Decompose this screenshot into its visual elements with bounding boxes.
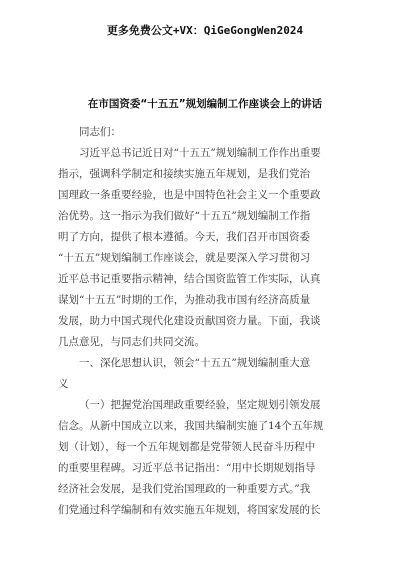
paragraph-line: 们党通过科学编制和有效实施五年规划，将国家发展的长 bbox=[58, 504, 321, 516]
paragraph-line: 谋划“十五五”时期的工作，为推动我市国有经济高质量 bbox=[58, 294, 311, 306]
document-body bbox=[58, 122, 352, 521]
header-banner: 更多免费公文+VX：QiGeGongWen2024 bbox=[106, 24, 304, 37]
subsection-heading: （一）把握党治国理政重要经验，坚定规划引领发展 bbox=[79, 399, 321, 411]
paragraph-line: 经济社会发展，是我们党治国理政的一种重要方式。”我 bbox=[58, 483, 311, 495]
section-heading-cont: 义 bbox=[58, 378, 69, 390]
section-heading: 一、深化思想认识，领会“十五五”规划编制重大意 bbox=[79, 357, 311, 369]
paragraph-line: 习近平总书记近日对“十五五”规划编制工作作出重要 bbox=[79, 147, 321, 159]
paragraph-line: 近平总书记重要指示精神，结合国资监管工作实际，认真 bbox=[58, 273, 321, 285]
paragraph-line: 信念。从新中国成立以来，我国共编制实施了14个五年规 bbox=[58, 420, 324, 432]
paragraph-line: 划（计划），每一个五年规划都是党带领人民奋斗历程中 bbox=[58, 441, 316, 453]
paragraph-line: 明了方向，提供了根本遵循。今天，我们召开市国资委 bbox=[58, 231, 310, 243]
document-title: 在市国资委“十五五”规划编制工作座谈会上的讲话 bbox=[87, 98, 323, 110]
paragraph-line: 的重要里程碑。习近平总书记指出：“用中长期规划指导 bbox=[58, 462, 316, 474]
paragraph-line: “十五五”规划编制工作座谈会，就是要深入学习贯彻习 bbox=[58, 252, 311, 264]
paragraph-line: 治优势。这一指示为我们做好“十五五”规划编制工作指 bbox=[58, 210, 311, 222]
paragraph-line: 国理政一条重要经验，也是中国特色社会主义一个重要政 bbox=[58, 189, 321, 201]
salutation: 同志们： bbox=[79, 126, 121, 138]
paragraph-line: 几点意见，与同志们共同交流。 bbox=[58, 336, 205, 348]
paragraph-line: 指示，强调科学制定和接续实施五年规划，是我们党治 bbox=[58, 168, 310, 180]
paragraph-line: 发展，助力中国式现代化建设贡献国资力量。下面，我谈 bbox=[58, 315, 321, 327]
